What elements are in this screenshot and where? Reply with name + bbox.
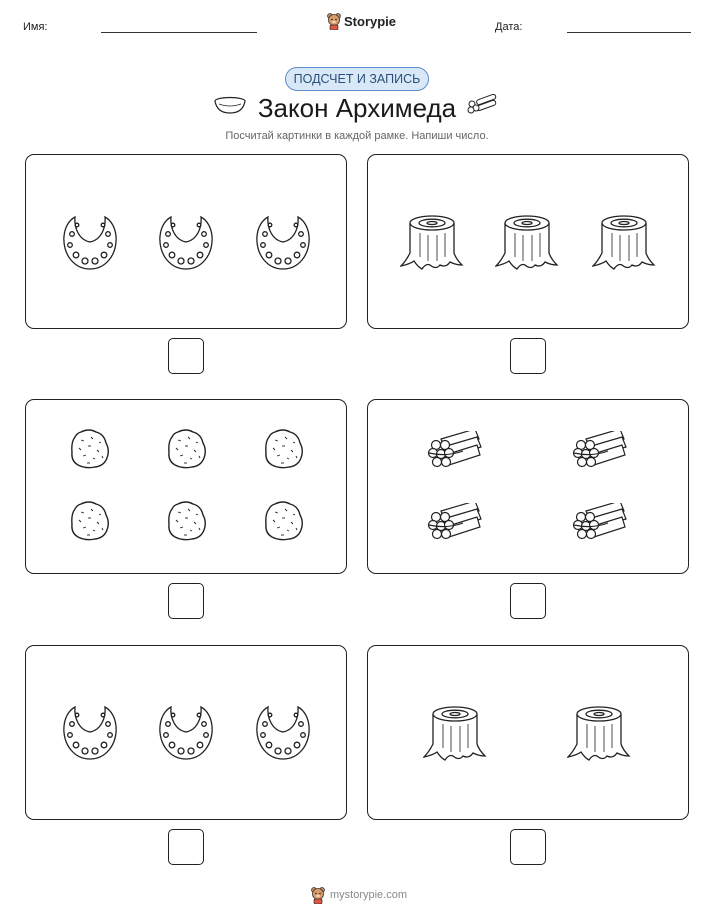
panel-4 [367, 399, 689, 574]
brand-logo [326, 12, 396, 30]
tree-stump-icon [592, 213, 656, 271]
stone-icon [263, 428, 305, 470]
necklace-icon [250, 702, 316, 762]
name-label: Имя: [23, 21, 48, 33]
stone-icon [263, 500, 305, 542]
answer-box-1[interactable] [168, 338, 204, 374]
brand-name: Storypie [344, 13, 397, 29]
answer-box-5[interactable] [168, 829, 204, 865]
bear-mascot-icon [326, 12, 342, 30]
bear-mascot-icon [310, 886, 326, 904]
tree-stump-icon [495, 213, 559, 271]
log-bundle-icon [572, 431, 628, 469]
answer-box-6[interactable] [510, 829, 546, 865]
tree-stump-icon [400, 213, 464, 271]
answer-box-2[interactable] [510, 338, 546, 374]
tree-stump-icon [567, 704, 631, 762]
log-bundle-icon [466, 94, 500, 116]
answer-box-4[interactable] [510, 583, 546, 619]
panel-6 [367, 645, 689, 820]
footer [310, 886, 407, 904]
stone-icon [166, 500, 208, 542]
date-label: Дата: [495, 21, 523, 33]
stone-icon [166, 428, 208, 470]
date-line[interactable] [567, 32, 691, 33]
necklace-icon [57, 212, 123, 272]
necklace-icon [153, 212, 219, 272]
necklace-icon [250, 212, 316, 272]
stone-icon [69, 500, 111, 542]
log-bundle-icon [572, 503, 628, 541]
tree-stump-icon [423, 704, 487, 762]
footer-site: mystorypie.com [330, 889, 408, 901]
instructions: Посчитай картинки в каждой рамке. Напиши число. [225, 130, 489, 142]
stone-icon [69, 428, 111, 470]
necklace-icon [57, 702, 123, 762]
necklace-icon [153, 702, 219, 762]
name-line[interactable] [101, 32, 257, 33]
page-title: Закон Архимеда [257, 93, 457, 123]
panel-3 [25, 399, 347, 574]
category-badge: ПОДСЧЕТ И ЗАПИСЬ [285, 67, 429, 91]
log-bundle-icon [427, 431, 483, 469]
answer-box-3[interactable] [168, 583, 204, 619]
log-bundle-icon [427, 503, 483, 541]
